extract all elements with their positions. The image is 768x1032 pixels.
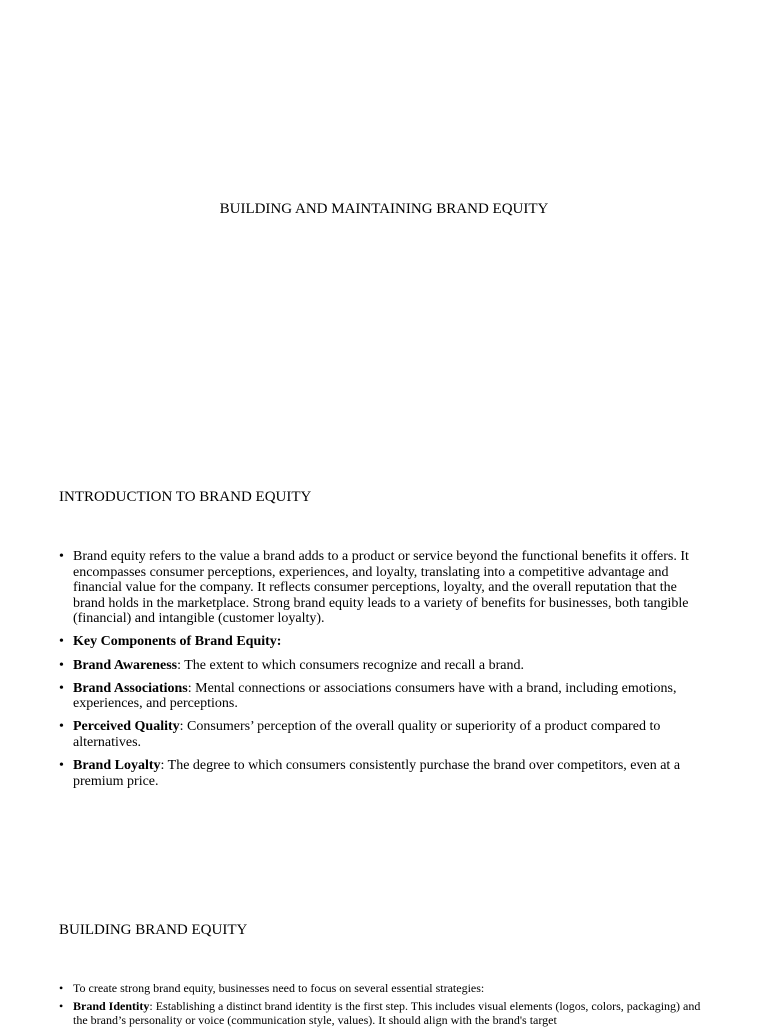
list-item-text: : Consumers’ perception of the overall quality or superiority of a product compared to alternatives.: [73, 719, 661, 750]
list-item-text: : Establishing a distinct brand identity is the first step. This includes visual elements (logos, colors, packaging) and the brand’s personality or voice (communication style, values). It should align with the brand's target: [73, 999, 701, 1027]
list-item-term: Key Components of Brand Equity:: [73, 634, 282, 650]
list-item: [59, 1000, 711, 1027]
list-item-text: : Mental connections or associations consumers have with a brand, including emotions, experiences, and perceptions.: [73, 680, 677, 712]
bullet-icon: •: [59, 634, 64, 650]
bullet-icon: •: [59, 981, 64, 995]
building-bullet-list: [59, 982, 711, 1032]
bullet-icon: •: [59, 719, 64, 735]
list-item: [59, 549, 711, 627]
list-item-text: Brand equity refers to the value a brand adds to a product or service beyond the functional benefits it offers. It encompasses consumer perceptions, experiences, and loyalty, translating into a competitive advantage and financial value for the company. It reflects consumer perceptions, loyalty, and the overall reputation that the brand holds in the marketplace. Strong brand equity leads to a variety of benefits for businesses, both tangible (financial) and intangible (customer loyalty).: [73, 549, 689, 627]
bullet-icon: •: [59, 758, 64, 774]
list-item-term: Brand Identity: [73, 999, 150, 1014]
list-item-text: To create strong brand equity, businesses need to focus on several essential strategies:: [73, 981, 485, 995]
list-item: [59, 658, 711, 674]
list-item: [59, 758, 711, 789]
section-heading-building: BUILDING BRAND EQUITY: [59, 922, 248, 938]
list-item: [59, 982, 711, 995]
bullet-icon: •: [59, 680, 64, 696]
section-heading-introduction: INTRODUCTION TO BRAND EQUITY: [59, 489, 312, 505]
list-item-term: Brand Loyalty: [73, 758, 161, 774]
introduction-bullet-list: [59, 549, 711, 797]
list-item-text: : The extent to which consumers recognize and recall a brand.: [177, 657, 524, 673]
list-item: [59, 719, 711, 750]
list-item: [59, 681, 711, 712]
bullet-icon: •: [59, 999, 64, 1014]
list-item-text: : The degree to which consumers consistently purchase the brand over competitors, even at a premium price.: [73, 758, 681, 789]
list-item-term: Brand Awareness: [73, 657, 178, 673]
list-item-term: Brand Associations: [73, 680, 188, 696]
list-item-term: Perceived Quality: [73, 719, 180, 735]
bullet-icon: •: [59, 549, 64, 564]
bullet-icon: •: [59, 657, 64, 673]
document-title: BUILDING AND MAINTAINING BRAND EQUITY: [219, 201, 549, 217]
list-item: [59, 634, 711, 650]
